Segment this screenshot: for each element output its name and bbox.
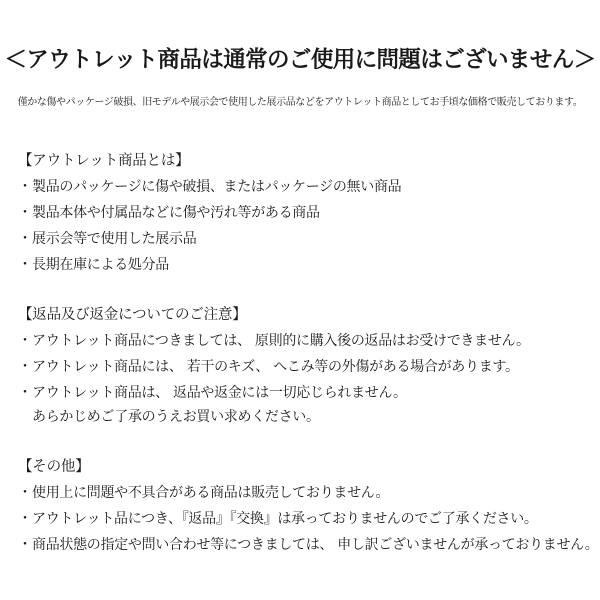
- section-heading: 【その他】: [18, 459, 90, 475]
- list-item-text: アウトレット商品につきましては、 原則的に購入後の返品はお受けできません。: [32, 333, 530, 349]
- bullet-marker: ・: [18, 385, 32, 401]
- list-item: [18, 506, 590, 532]
- section-heading: 【返品及び返金についてのご注意】: [18, 307, 247, 323]
- section-other: [18, 454, 599, 558]
- section-returns-refunds: [18, 302, 590, 430]
- list-item: [18, 480, 590, 506]
- list-item-text: アウトレット品につき、『返品』『交換』は承っておりませんのでご了承ください。: [32, 511, 538, 527]
- bullet-marker: ・: [18, 231, 32, 247]
- intro-text: 僅かな傷やパッケージ破損、旧モデルや展示会で使用した展示品などをアウトレット商品としてお手頃な価格で販売しております。: [17, 97, 583, 108]
- bullet-marker: ・: [18, 333, 32, 349]
- list-item-text: 商品状態の指定や問い合わせ等につきましては、 申し訳ございませんが承っておりません。: [32, 537, 599, 553]
- list-item: [18, 328, 590, 354]
- bullet-marker: ・: [18, 537, 32, 553]
- list-item: [18, 380, 590, 406]
- list-item: [18, 174, 590, 200]
- list-item: [18, 200, 590, 226]
- list-item: [18, 226, 590, 252]
- list-item-text: 長期在庫による処分品: [32, 257, 169, 273]
- list-item-text: 展示会等で使用した展示品: [32, 231, 197, 247]
- list-item-text: 使用上に問題や不具合がある商品は販売しておりません。: [32, 485, 390, 501]
- list-item-continuation: あらかじめご了承のうえお買い求めください。: [32, 409, 320, 425]
- section-what-is-outlet: [18, 148, 590, 278]
- list-item-text: アウトレット商品は、 返品や返金には一切応じられません。: [32, 385, 407, 401]
- list-item-text: 製品のパッケージに傷や破損、またはパッケージの無い商品: [32, 179, 402, 195]
- bullet-marker: ・: [18, 485, 32, 501]
- bullet-marker: ・: [18, 179, 32, 195]
- bullet-marker: ・: [18, 359, 32, 375]
- list-item-text: アウトレット商品には、 若干のキズ、 へこみ等の外傷がある場合があります。: [32, 359, 519, 375]
- page-title: ＜アウトレット商品は通常のご使用に問題はございません＞: [4, 47, 596, 73]
- list-item-text: 製品本体や付属品などに傷や汚れ等がある商品: [32, 205, 320, 221]
- bullet-marker: ・: [18, 511, 32, 527]
- bullet-marker: ・: [18, 205, 32, 221]
- list-item: [18, 354, 590, 380]
- section-heading: 【アウトレット商品とは】: [18, 153, 190, 169]
- list-item: [18, 252, 590, 278]
- bullet-marker: ・: [18, 257, 32, 273]
- list-item: [18, 532, 599, 558]
